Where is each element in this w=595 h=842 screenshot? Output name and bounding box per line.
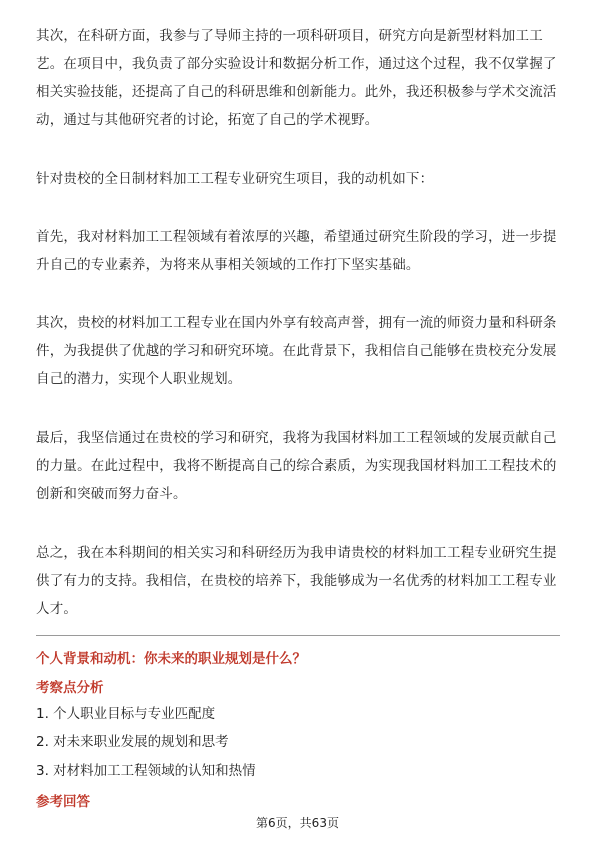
analysis-heading: 考察点分析 xyxy=(36,680,104,696)
question-title: 个人背景和动机：你未来的职业规划是什么？ xyxy=(36,651,306,667)
answer-heading: 参考回答 xyxy=(36,794,90,810)
analysis-point: 2. 对未来职业发展的规划和思考 xyxy=(36,734,229,750)
analysis-point: 3. 对材料加工工程领域的认知和热情 xyxy=(36,763,256,779)
paragraph-motivation-last: 最后，我坚信通过在贵校的学习和研究，我将为我国材料加工工程领域的发展贡献自己的力量。在此过程中，我将不断提高自己的综合素质，为实现我国材料加工工程技术的创新和突破而努力奋斗。 xyxy=(36,430,557,502)
paragraph-conclusion: 总之，我在本科期间的相关实习和科研经历为我申请贵校的材料加工工程专业研究生提供了有力的支持。我相信，在贵校的培养下，我能够成为一名优秀的材料加工工程专业人才。 xyxy=(36,545,557,617)
page-number-footer: 第6页，共63页 xyxy=(256,816,339,830)
paragraph-research: 其次，在科研方面，我参与了导师主持的一项科研项目，研究方向是新型材料加工工艺。在项目中，我负责了部分实验设计和数据分析工作，通过这个过程，我不仅掌握了相关实验技能，还提高了自己的科研思维和创新能力。此外，我还积极参与学术交流活动，通过与其他研究者的讨论，拓宽了自己的学术视野。 xyxy=(36,28,557,128)
analysis-point: 1. 个人职业目标与专业匹配度 xyxy=(36,706,216,722)
paragraph-motivation-second: 其次，贵校的材料加工工程专业在国内外享有较高声誉，拥有一流的师资力量和科研条件，为我提供了优越的学习和研究环境。在此背景下，我相信自己能够在贵校充分发展自己的潜力，实现个人职业规划。 xyxy=(36,315,557,387)
paragraph-motivation-first: 首先，我对材料加工工程领域有着浓厚的兴趣，希望通过研究生阶段的学习，进一步提升自己的专业素养，为将来从事相关领域的工作打下坚实基础。 xyxy=(36,229,557,273)
section-divider xyxy=(36,635,560,636)
document-page xyxy=(36,0,560,842)
paragraph-motivation-intro: 针对贵校的全日制材料加工工程专业研究生项目，我的动机如下： xyxy=(36,171,434,187)
